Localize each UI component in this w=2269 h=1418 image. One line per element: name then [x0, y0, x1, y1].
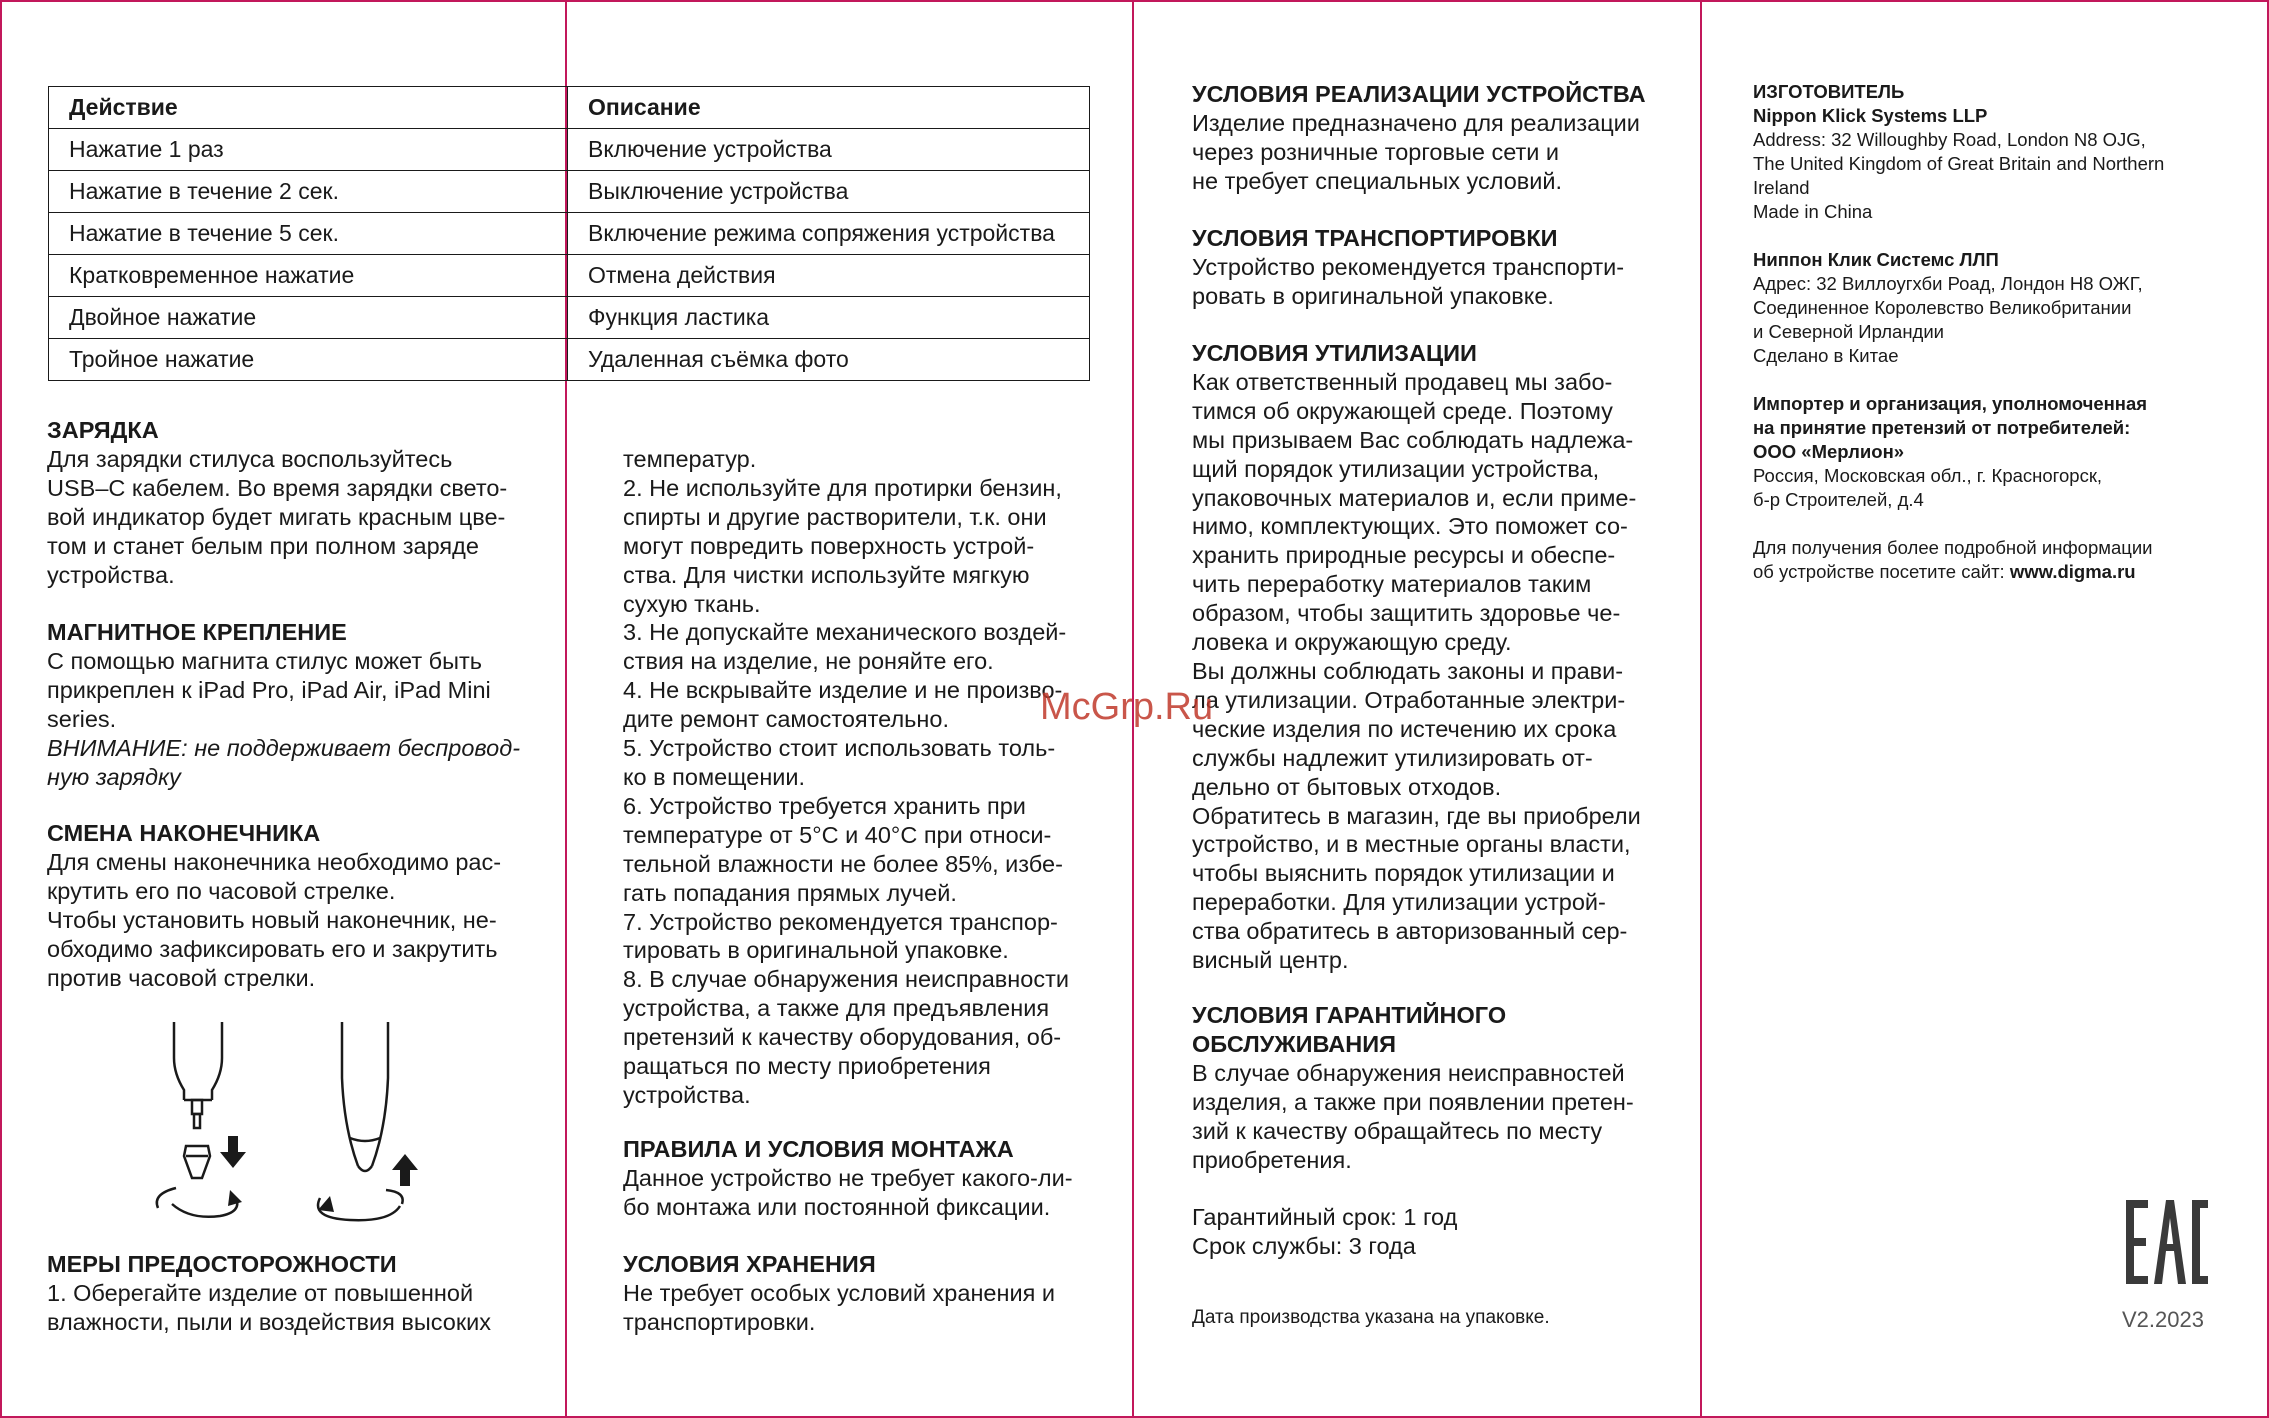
tip-heading: СМЕНА НАКОНЕЧНИКА	[47, 820, 321, 846]
production-date-note: Дата производства указана на упаковке.	[1192, 1307, 1550, 1328]
magnet-warning: ВНИМАНИЕ: не поддерживает беспровод- ную зарядку	[47, 734, 521, 790]
website-link[interactable]: www.digma.ru	[2009, 561, 2136, 582]
magnet-section	[47, 618, 520, 791]
sale-conditions-section	[1192, 80, 1646, 196]
table-row	[49, 171, 1090, 213]
warranty-heading: УСЛОВИЯ ГАРАНТИЙНОГО ОБСЛУЖИВАНИЯ	[1192, 1002, 1507, 1057]
manufacturer-heading: ИЗГОТОВИТЕЛЬ	[1753, 81, 1905, 102]
disposal-section	[1192, 339, 1641, 975]
manufacturer-block	[1753, 80, 2164, 584]
sale-text: Изделие предназначено для реализации через розничные торговые сети и не требует специальных условий.	[1192, 109, 1640, 194]
action-cell: Нажатие в течение 2 сек.	[49, 171, 568, 213]
storage-section	[623, 1250, 1055, 1337]
disposal-heading: УСЛОВИЯ УТИЛИЗАЦИИ	[1192, 340, 1477, 366]
warranty-section	[1192, 1001, 1634, 1174]
precautions-list: температур. 2. Не используйте для протирки бензин, спирты и другие растворители, т.к. они могут повредить поверхность устрой- ства. Для чистки используйте мягкую сухую ткань. 3. Не допускайте механического воздей- ствия на изделие, не роняйте его. 4. Не вскрывайте изделие и не произво- дите ремонт самостоятельно. 5. Устройство стоит использовать толь- ко в помещении. 6. Устройство требуется хранить при температуре от 5°C и 40°C при относи- тельной влажности не более 85%, избе- гать попадания прямых лучей. 7. Устройство рекомендуется транспор- тировать в оригинальной упаковке. 8. В случае обнаружения неисправности устройства, а также для предъявления претензий к качеству оборудования, об- ращаться по месту приобретения устройства.	[623, 446, 1069, 1108]
watermark: McGrp.Ru	[1040, 686, 1214, 728]
tip-text: Для смены наконечника необходимо рас- крутить его по часовой стрелке. Чтобы установить новый наконечник, не- обходимо зафиксировать его и закрутить против часовой стрелки.	[47, 848, 502, 991]
table-row	[49, 297, 1090, 339]
charging-heading: ЗАРЯДКА	[47, 417, 159, 443]
transport-section	[1192, 224, 1624, 311]
button-actions-table	[48, 86, 1090, 381]
magnet-heading: МАГНИТНОЕ КРЕПЛЕНИЕ	[47, 619, 347, 645]
manufacturer-name-ru: Ниппон Клик Системс ЛЛП	[1753, 249, 1999, 270]
document-version: V2.2023	[2122, 1307, 2204, 1332]
column-header-description: Описание	[568, 87, 1090, 129]
fold-line-3	[1700, 0, 1702, 1418]
transport-text: Устройство рекомендуется транспорти- ровать в оригинальной упаковке.	[1192, 253, 1625, 309]
action-cell: Кратковременное нажатие	[49, 255, 568, 297]
mounting-text: Данное устройство не требует какого-ли- бо монтажа или постоянной фиксации.	[623, 1164, 1073, 1220]
description-cell: Включение устройства	[568, 129, 1090, 171]
magnet-text: С помощью магнита стилус может быть прикреплен к iPad Pro, iPad Air, iPad Mini series.	[47, 647, 491, 732]
tip-replacement-section	[47, 819, 501, 992]
disposal-text: Как ответственный продавец мы забо- тимся об окружающей среде. Поэтому мы призываем Вас соблюдать надлежа- щий порядок утилизации устройства, упаковочных материалов и, если приме- нимо, комплектующих. Это поможет со- хранить природные ресурсы и обеспе- чить переработку материалов таким образом, чтобы защитить здоровье че- ловека и окружающую среду. Вы должны соблюдать законы и прави- ла утилизации. Отработанные электри- ческие изделия по истечению их срока службы надлежит утилизировать от- дельно от бытовых отходов. Обратитесь в магазин, где вы приобрели устройство, и в местные органы власти, чтобы выяснить порядок утилизации и переработки. Для утилизации устрой- ства обратитесь в авторизованный сер- висный центр.	[1192, 368, 1641, 974]
table-row	[49, 129, 1090, 171]
importer-heading: Импортер и организация, уполномоченная на принятие претензий от потребителей: ООО «Мерлион»	[1753, 393, 2148, 462]
warranty-period-text: Гарантийный срок: 1 год Срок службы: 3 года	[1192, 1204, 1458, 1259]
precautions-continued	[623, 445, 1069, 1110]
manufacturer-address: Address: 32 Willoughby Road, London N8 OJG, The United Kingdom of Great Britain and Northern Ireland Made in China	[1753, 129, 2165, 222]
eac-certification-mark	[2126, 1200, 2208, 1284]
action-cell: Нажатие 1 раз	[49, 129, 568, 171]
info-text: Для получения более подробной информации об устройстве посетите сайт:	[1753, 537, 2153, 582]
warranty-period	[1192, 1203, 1457, 1261]
transport-heading: УСЛОВИЯ ТРАНСПОРТИРОВКИ	[1192, 225, 1558, 251]
charging-text: Для зарядки стилуса воспользуйтесь USB–C кабелем. Во время зарядки свето- вой индикатор будет мигать красным цве- том и станет белым при полном заряде устройства.	[47, 445, 508, 588]
description-cell: Удаленная съёмка фото	[568, 339, 1090, 381]
description-cell: Включение режима сопряжения устройства	[568, 213, 1090, 255]
storage-text: Не требует особых условий хранения и транспортировки.	[623, 1279, 1055, 1335]
action-cell: Тройное нажатие	[49, 339, 568, 381]
table-row	[49, 255, 1090, 297]
table-header-row	[49, 87, 1090, 129]
table-row	[49, 339, 1090, 381]
action-cell: Нажатие в течение 5 сек.	[49, 213, 568, 255]
manufacturer-name: Nippon Klick Systems LLP	[1753, 105, 1988, 126]
precautions-text: 1. Оберегайте изделие от повышенной влажности, пыли и воздействия высоких	[47, 1279, 492, 1335]
charging-section	[47, 416, 507, 589]
precautions-section	[47, 1250, 491, 1337]
action-cell: Двойное нажатие	[49, 297, 568, 339]
mounting-heading: ПРАВИЛА И УСЛОВИЯ МОНТАЖА	[623, 1136, 1014, 1162]
description-cell: Отмена действия	[568, 255, 1090, 297]
description-cell: Функция ластика	[568, 297, 1090, 339]
precautions-heading: МЕРЫ ПРЕДОСТОРОЖНОСТИ	[47, 1251, 397, 1277]
mounting-section	[623, 1135, 1073, 1222]
warranty-text: В случае обнаружения неисправностей изделия, а также при появлении претен- зий к качеству обращайтесь по месту приобретения.	[1192, 1059, 1634, 1173]
description-cell: Выключение устройства	[568, 171, 1090, 213]
importer-address: Россия, Московская обл., г. Красногорск, б-р Строителей, д.4	[1753, 465, 2103, 510]
storage-heading: УСЛОВИЯ ХРАНЕНИЯ	[623, 1251, 876, 1277]
manufacturer-address-ru: Адрес: 32 Виллоугхби Роад, Лондон Н8 ОЖГ, Соединенное Королевство Великобритании и Северной Ирландии Сделано в Китае	[1753, 273, 2143, 366]
column-header-action: Действие	[49, 87, 568, 129]
sale-heading: УСЛОВИЯ РЕАЛИЗАЦИИ УСТРОЙСТВА	[1192, 81, 1646, 107]
tip-replacement-illustration	[150, 1018, 430, 1230]
table-row	[49, 213, 1090, 255]
